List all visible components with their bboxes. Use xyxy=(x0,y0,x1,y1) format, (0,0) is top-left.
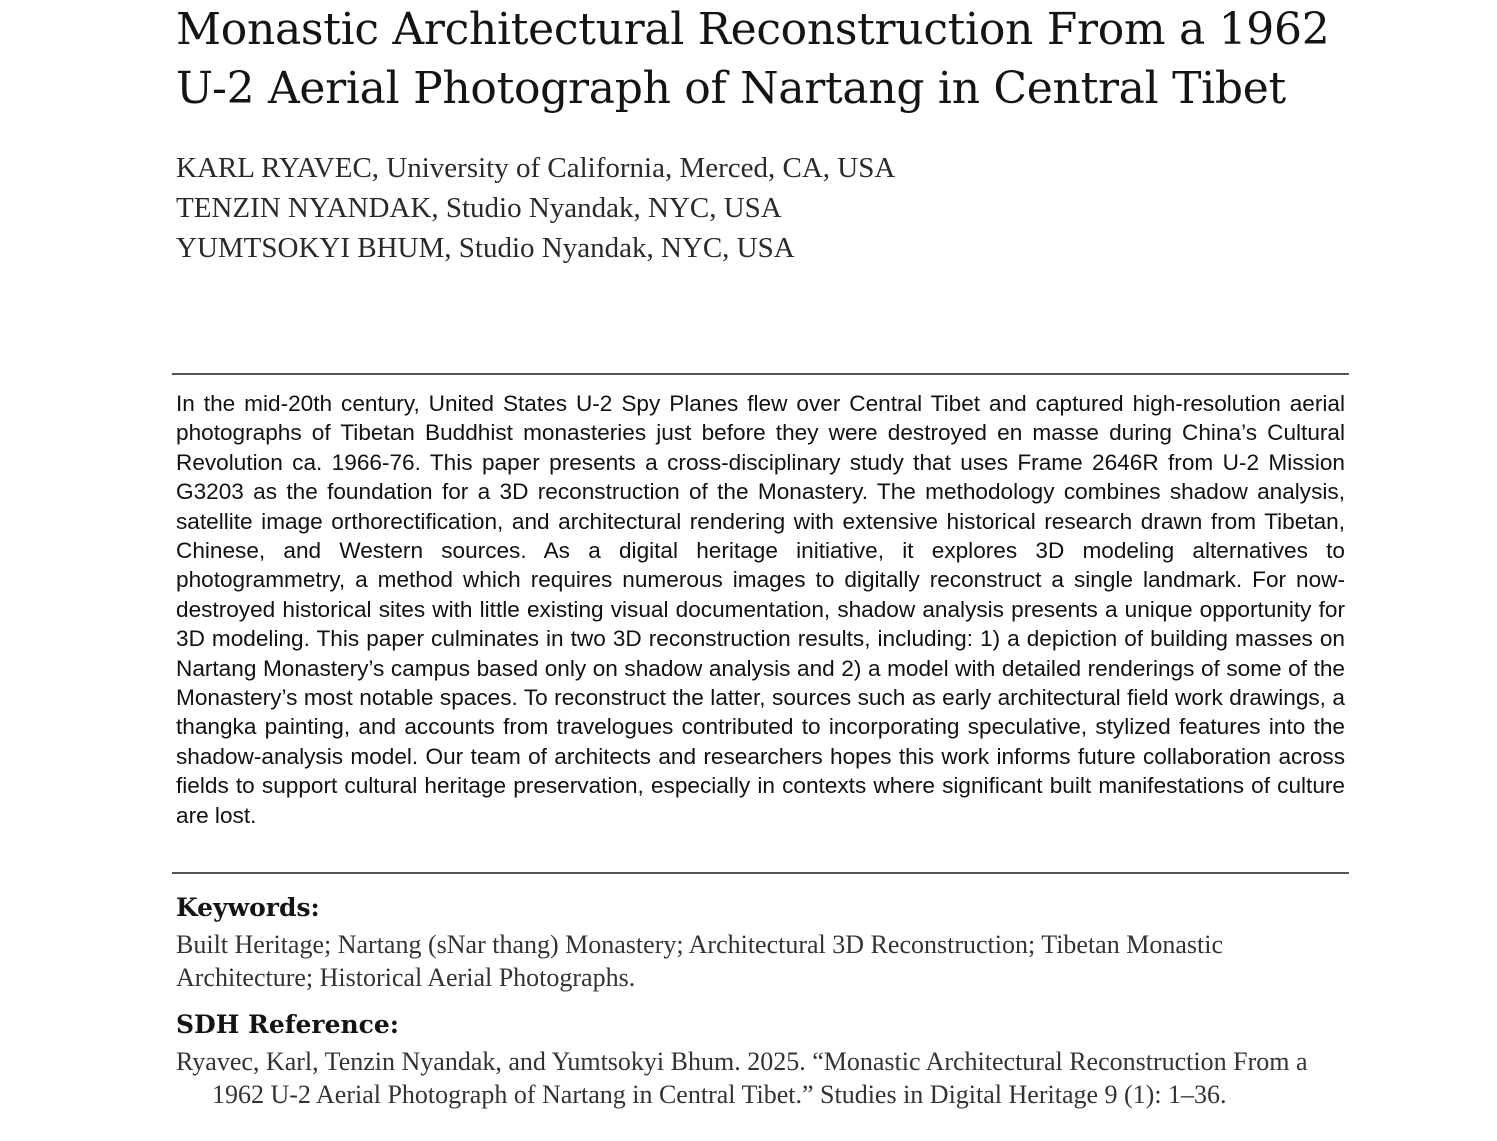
author-list xyxy=(176,148,1276,268)
abstract-bottom-divider xyxy=(172,872,1349,874)
abstract-top-divider xyxy=(172,373,1349,375)
author-affiliation: , University of California, Merced, CA, USA xyxy=(371,152,896,184)
keywords-text: Built Heritage; Nartang (sNar thang) Monastery; Architectural 3D Reconstruction; Tibetan Monastic Architecture; Historical Aerial Photographs. xyxy=(176,930,1223,992)
keywords-heading: Keywords: xyxy=(176,893,320,922)
reference-citation: Ryavec, Karl, Tenzin Nyandak, and Yumtsokyi Bhum. 2025. “Monastic Architectural Reconstruction From a 1962 U-2 Aerial Photograph of Nartang in Central Tibet.” Studies in Digital Heritage 9 (1): 1–36. xyxy=(176,1047,1308,1109)
reference-heading: SDH Reference: xyxy=(176,1010,400,1039)
author-name: TENZIN NYANDAK xyxy=(176,192,432,224)
author-entry xyxy=(176,228,1276,268)
author-entry xyxy=(176,148,1276,188)
abstract-text: In the mid-20th century, United States U-2 Spy Planes flew over Central Tibet and captured high-resolution aerial photographs of Tibetan Buddhist monasteries just before they were destroyed en masse during China’s Cultural Revolution ca. 1966-76. This paper presents a cross-disciplinary study that uses Frame 2646R from U-2 Mission G3203 as the foundation for a 3D reconstruction of the Monastery. The methodology combines shadow analysis, satellite image orthorectification, and architectural rendering with extensive historical research drawn from Tibetan, Chinese, and Western sources. As a digital heritage initiative, it explores 3D modeling alternatives to photogrammetry, a method which requires numerous images to digitally reconstruct a single landmark. For now-destroyed historical sites with little existing visual documentation, shadow analysis presents a unique opportunity for 3D modeling. This paper culminates in two 3D reconstruction results, including: 1) a depiction of building masses on Nartang Monastery’s campus based only on shadow analysis and 2) a model with detailed renderings of some of the Monastery’s most notable spaces. To reconstruct the latter, sources such as early architectural field work drawings, a thangka painting, and accounts from travelogues contributed to incorporating speculative, stylized features into the shadow-analysis model. Our team of architects and researchers hopes this work informs future collaboration across fields to support cultural heritage preservation, especially in contexts where significant built manifestations of culture are lost. xyxy=(176,391,1345,828)
author-name: KARL RYAVEC xyxy=(176,152,372,184)
author-name: YUMTSOKYI BHUM xyxy=(176,232,445,264)
author-entry xyxy=(176,188,1276,228)
author-affiliation: , Studio Nyandak, NYC, USA xyxy=(431,192,782,224)
paper-title: Monastic Architectural Reconstruction From a 1962 U-2 Aerial Photograph of Nartang in Central Tibet xyxy=(176,4,1330,114)
author-affiliation: , Studio Nyandak, NYC, USA xyxy=(444,232,795,264)
